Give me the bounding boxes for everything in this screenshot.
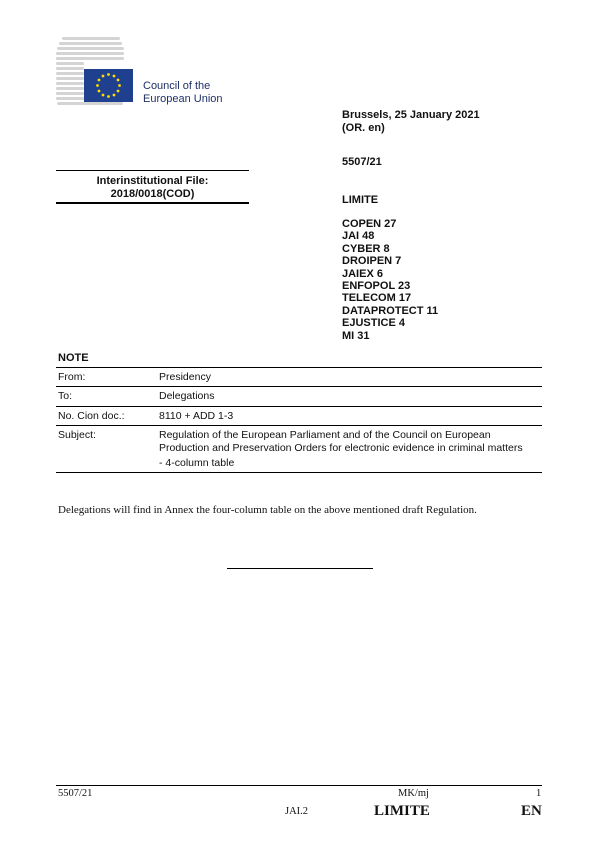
organisation-name bbox=[143, 80, 223, 106]
table-row bbox=[56, 368, 542, 387]
row-label-from: From: bbox=[56, 368, 157, 387]
org-line-2: European Union bbox=[143, 93, 223, 105]
flag-star bbox=[107, 73, 110, 76]
subject-subtext: - 4-column table bbox=[159, 457, 235, 470]
subject-code: DROIPEN 7 bbox=[342, 255, 402, 268]
separator-line bbox=[227, 568, 373, 569]
eu-flag-icon bbox=[84, 69, 133, 102]
row-value-from: Presidency bbox=[157, 368, 542, 387]
flag-star bbox=[96, 84, 99, 87]
flag-star bbox=[98, 79, 101, 82]
flag-star bbox=[113, 75, 116, 78]
table-row bbox=[56, 387, 542, 406]
flag-star bbox=[102, 94, 105, 97]
row-label-subject: Subject: bbox=[56, 426, 157, 473]
place-date: Brussels, 25 January 2021 bbox=[342, 109, 480, 121]
classification: LIMITE bbox=[342, 194, 379, 206]
footer-page-number: 1 bbox=[536, 788, 542, 799]
subject-code: ENFOPOL 23 bbox=[342, 280, 411, 293]
note-table bbox=[56, 367, 542, 473]
footer-language: EN bbox=[521, 803, 542, 819]
flag-star bbox=[102, 75, 105, 78]
subject-code: CYBER 8 bbox=[342, 242, 390, 255]
subject-code: JAIEX 6 bbox=[342, 267, 383, 280]
table-row bbox=[56, 406, 542, 425]
table-row bbox=[56, 426, 542, 473]
footer-doc-number: 5507/21 bbox=[58, 788, 93, 799]
row-label-to: To: bbox=[56, 387, 157, 406]
flag-star bbox=[117, 90, 120, 93]
interinstitutional-file-box bbox=[56, 170, 249, 204]
body-paragraph: Delegations will find in Annex the four-column table on the above mentioned draft Regulation. bbox=[58, 504, 477, 516]
subject-code: TELECOM 17 bbox=[342, 292, 412, 305]
note-title: NOTE bbox=[58, 352, 89, 364]
row-value-subject bbox=[157, 426, 542, 473]
flag-star bbox=[118, 84, 121, 87]
flag-star bbox=[113, 94, 116, 97]
flag-star bbox=[98, 90, 101, 93]
org-line-1: Council of the bbox=[143, 80, 211, 92]
footer-unit: JAI.2 bbox=[285, 806, 309, 817]
subject-code: MI 31 bbox=[342, 329, 370, 342]
flag-star bbox=[107, 95, 110, 98]
subject-text: Regulation of the European Parliament and of the Council on European Production and Preservation Orders for electronic evidence in criminal matters bbox=[159, 429, 523, 454]
subject-code: EJUSTICE 4 bbox=[342, 317, 405, 330]
footer-classification: LIMITE bbox=[374, 803, 430, 819]
original-language: (OR. en) bbox=[342, 122, 385, 134]
row-label-cion-doc: No. Cion doc.: bbox=[56, 406, 157, 425]
document-number: 5507/21 bbox=[342, 156, 382, 168]
row-value-to: Delegations bbox=[157, 387, 542, 406]
interinstitutional-label: Interinstitutional File: bbox=[96, 175, 209, 187]
footer-initials: MK/mj bbox=[398, 788, 429, 799]
flag-star bbox=[117, 79, 120, 82]
footer-rule bbox=[56, 785, 542, 786]
interinstitutional-value: 2018/0018(COD) bbox=[110, 187, 195, 200]
subject-codes bbox=[342, 218, 438, 342]
subject-code: COPEN 27 bbox=[342, 218, 397, 230]
subject-code: DATAPROTECT 11 bbox=[342, 304, 439, 317]
subject-code: JAI 48 bbox=[342, 230, 375, 243]
row-value-cion-doc: 8110 + ADD 1-3 bbox=[157, 406, 542, 425]
